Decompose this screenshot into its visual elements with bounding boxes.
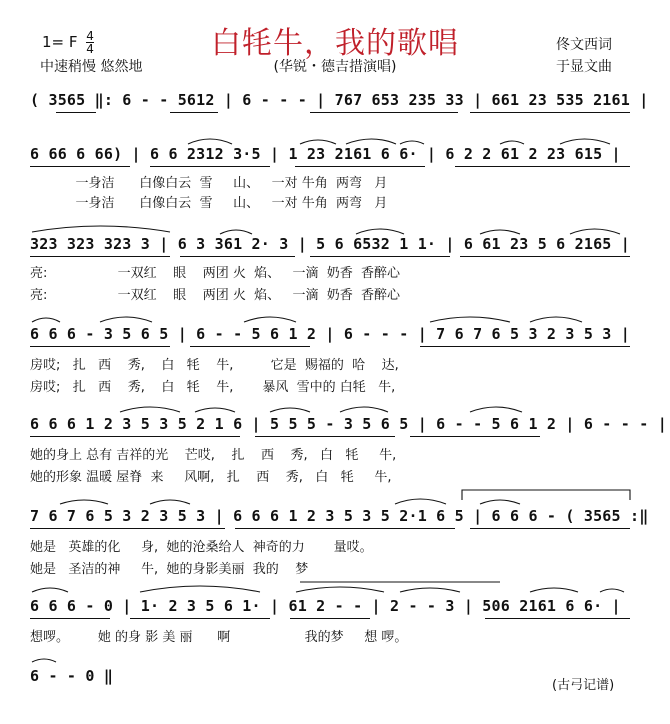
tempo-marking: 中速稍慢 悠然地 xyxy=(40,59,143,75)
key-label: 1= F xyxy=(42,33,78,51)
notation-line-7: 6 6 6 - 0 | 1· 2 3 5 6 1· | 61 2 - - | 2 - - 3 | 506 2161 6 6· | xyxy=(30,597,621,615)
beam xyxy=(30,346,170,348)
volta-bracket xyxy=(462,490,630,500)
slur xyxy=(400,141,424,144)
beam xyxy=(255,436,395,438)
notation-line-3: 323 323 323 3 | 6 3 361 2· 3 | 5 6 6532 1 1· | 6 61 23 5 6 2165 | xyxy=(30,235,630,253)
notation-line-6: 7 6 7 6 5 3 2 3 5 3 | 6 6 6 1 2 3 5 3 5 2·1 6 5 | 6 6 6 - ( 3565 :‖ xyxy=(30,507,649,525)
slur xyxy=(430,317,510,322)
beam xyxy=(485,618,630,620)
beam xyxy=(130,618,270,620)
slur xyxy=(480,230,520,234)
slur xyxy=(140,586,260,592)
slur xyxy=(356,229,404,234)
slur xyxy=(220,230,252,234)
beam xyxy=(30,166,130,168)
notation-line-2: 6 66 6 66) | 6 6 2312 3·5 | 1 23 2161 6 6· | 6 2 2 61 2 23 615 | xyxy=(30,145,621,163)
lyric-line: 房哎; 扎 西 秀, 白 牦 牛, 它是 赐福的 哈 达, xyxy=(30,358,399,373)
slur xyxy=(188,139,232,144)
beam xyxy=(460,256,630,258)
beam xyxy=(310,256,450,258)
slur xyxy=(480,500,520,504)
beam xyxy=(295,166,425,168)
lyric-line: 亮: 一双红 眼 两团 火 焰、 一滴 奶香 香醉心 xyxy=(30,266,401,281)
slur xyxy=(120,407,180,412)
beam xyxy=(455,166,630,168)
beam xyxy=(30,618,110,620)
slur xyxy=(570,229,620,234)
notation-line-8: 6 - - 0 ‖ xyxy=(30,667,114,685)
lyric-line: 她是 圣洁的神 牛, 她的身影美丽 我的 梦 xyxy=(30,562,309,577)
slur xyxy=(32,659,56,662)
beam xyxy=(30,256,170,258)
beam xyxy=(235,528,455,530)
beam xyxy=(30,436,240,438)
beam xyxy=(410,436,540,438)
beam xyxy=(190,346,310,348)
notation-line-4: 6 6 6 - 3 5 6 5 | 6 - - 5 6 1 2 | 6 - - - | 7 6 7 6 5 3 2 3 5 3 | xyxy=(30,325,630,343)
lyric-line: 她是 英雄的化 身, 她的沧桑给人 神奇的力 量哎。 xyxy=(30,540,373,555)
slur xyxy=(32,318,60,322)
slur xyxy=(270,408,310,412)
beam xyxy=(470,528,630,530)
slur xyxy=(400,588,460,592)
song-title: 白牦牛，我的歌唱 xyxy=(211,26,459,61)
lyric-line: 一身洁 白像白云 雪 山、 一对 牛角 两弯 月 xyxy=(30,196,388,211)
beam xyxy=(56,112,96,114)
slur xyxy=(60,500,108,504)
beam xyxy=(180,256,295,258)
transcriber-credit: (古弓记谱) xyxy=(552,678,615,693)
singer-credit: (华锐・德吉措演唱) xyxy=(273,59,397,75)
slur xyxy=(195,408,235,412)
time-top: 4 xyxy=(86,29,94,43)
slur xyxy=(150,500,190,504)
beam xyxy=(170,112,218,114)
slur xyxy=(300,140,336,144)
slur xyxy=(32,226,170,232)
slur xyxy=(470,407,522,412)
beam xyxy=(30,528,225,530)
slur xyxy=(340,407,388,412)
lyric-line: 她的形象 温暖 屋脊 来 风啊, 扎 西 秀, 白 牦 牛, xyxy=(30,470,392,485)
slur xyxy=(346,139,396,144)
lyricist-credit: 佟文西词 xyxy=(556,37,612,53)
slur xyxy=(530,588,578,592)
composer-credit: 于显文曲 xyxy=(556,59,612,75)
lyric-line: 一身洁 白像白云 雪 山、 一对 牛角 两弯 月 xyxy=(30,176,388,191)
time-bottom: 4 xyxy=(86,42,94,56)
slur xyxy=(100,317,152,322)
beam xyxy=(420,346,630,348)
slur xyxy=(244,317,296,322)
lyric-line: 想啰。 她 的身 影 美 丽 啊 我的梦 想 啰。 xyxy=(30,630,408,645)
lyric-line: 房哎; 扎 西 秀, 白 牦 牛, 暴风 雪中的 白牦 牛, xyxy=(30,380,396,395)
slur xyxy=(500,141,524,144)
slur xyxy=(296,587,384,592)
slur xyxy=(560,139,610,144)
slur xyxy=(32,588,68,592)
lyric-line: 她的身上 总有 吉祥的光 芒哎, 扎 西 秀, 白 牦 牛, xyxy=(30,448,397,463)
slur xyxy=(395,499,446,504)
lyric-line: 亮: 一双红 眼 两团 火 焰、 一滴 奶香 香醉心 xyxy=(30,288,401,303)
notation-line-1: ( 3565 ‖: 6 - - 5612 | 6 - - - | 767 653 235 33 | 661 23 535 2161 | xyxy=(30,91,649,109)
beam xyxy=(470,112,630,114)
slur xyxy=(600,589,624,592)
slur xyxy=(530,317,582,322)
notation-line-5: 6 6 6 1 2 3 5 3 5 2 1 6 | 5 5 5 - 3 5 6 5 | 6 - - 5 6 1 2 | 6 - - - | xyxy=(30,415,667,433)
beam xyxy=(290,618,370,620)
beam xyxy=(310,112,458,114)
beam xyxy=(150,166,270,168)
